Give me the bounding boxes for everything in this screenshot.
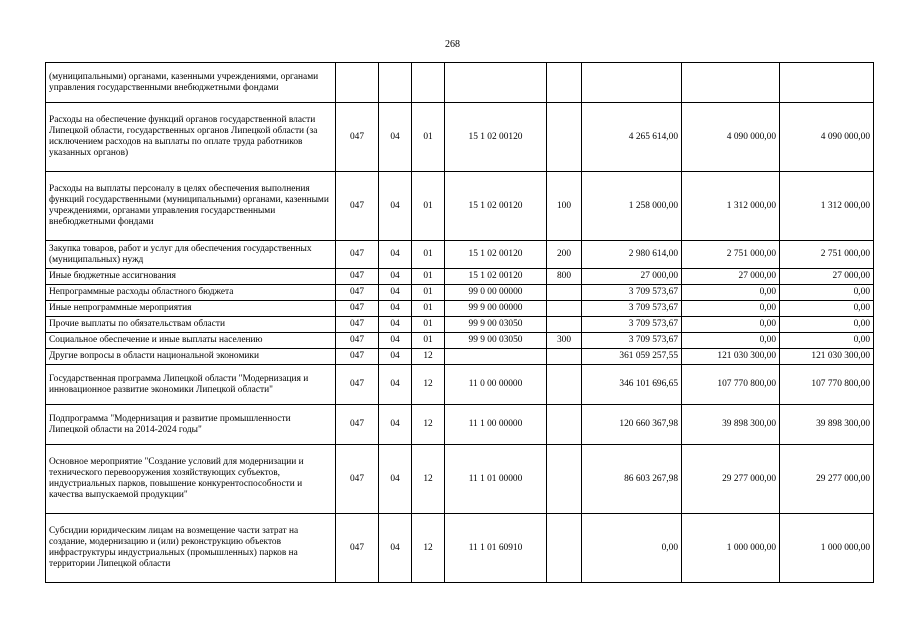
cell-grbs: 047 <box>336 301 379 317</box>
cell-target-article: 99 0 00 00000 <box>445 285 547 301</box>
cell-subsection: 12 <box>412 365 445 405</box>
cell-grbs: 047 <box>336 269 379 285</box>
cell-section: 04 <box>379 405 412 445</box>
cell-expense-type <box>547 445 582 514</box>
cell-section: 04 <box>379 333 412 349</box>
table-row <box>46 301 874 317</box>
table-row <box>46 172 874 241</box>
cell-expense-type: 300 <box>547 333 582 349</box>
cell-grbs: 047 <box>336 333 379 349</box>
cell-amount-2: 27 000,00 <box>682 269 780 285</box>
cell-subsection: 01 <box>412 172 445 241</box>
table-row <box>46 241 874 269</box>
row-description: Прочие выплаты по обязательствам области <box>46 317 336 333</box>
cell-target-article: 15 1 02 00120 <box>445 103 547 172</box>
cell-expense-type <box>547 285 582 301</box>
cell-amount-3: 0,00 <box>780 285 874 301</box>
cell-amount-2: 1 312 000,00 <box>682 172 780 241</box>
table-row <box>46 285 874 301</box>
cell-section: 04 <box>379 349 412 365</box>
table-row <box>46 445 874 514</box>
cell-expense-type: 800 <box>547 269 582 285</box>
cell-amount-2: 4 090 000,00 <box>682 103 780 172</box>
cell-target-article: 11 1 01 60910 <box>445 514 547 583</box>
cell-amount-1: 1 258 000,00 <box>582 172 682 241</box>
cell-amount-3: 39 898 300,00 <box>780 405 874 445</box>
cell-expense-type <box>547 405 582 445</box>
cell-subsection: 01 <box>412 333 445 349</box>
row-description: Основное мероприятие "Создание условий для модернизации и технического перевооружения хозяйствующих субъектов, индустриальных парков, повышение конкурентоспособности и качества выпускаемой продукции" <box>46 445 336 514</box>
cell-expense-type <box>547 103 582 172</box>
cell-section: 04 <box>379 103 412 172</box>
cell-subsection: 01 <box>412 269 445 285</box>
cell-subsection: 12 <box>412 349 445 365</box>
page-number: 268 <box>445 39 460 50</box>
cell-expense-type: 100 <box>547 172 582 241</box>
cell-section: 04 <box>379 317 412 333</box>
cell-grbs: 047 <box>336 241 379 269</box>
cell-amount-3: 107 770 800,00 <box>780 365 874 405</box>
table-row <box>46 333 874 349</box>
cell-grbs: 047 <box>336 514 379 583</box>
cell-amount-2: 0,00 <box>682 317 780 333</box>
cell-amount-3: 27 000,00 <box>780 269 874 285</box>
row-description: Непрограммные расходы областного бюджета <box>46 285 336 301</box>
cell-grbs: 047 <box>336 285 379 301</box>
cell-amount-2: 121 030 300,00 <box>682 349 780 365</box>
cell-section: 04 <box>379 269 412 285</box>
table-row <box>46 103 874 172</box>
cell-expense-type <box>547 514 582 583</box>
cell-target-article: 11 1 00 00000 <box>445 405 547 445</box>
table-row <box>46 365 874 405</box>
cell-amount-1: 3 709 573,67 <box>582 285 682 301</box>
cell-subsection: 12 <box>412 514 445 583</box>
cell-amount-2 <box>682 63 780 103</box>
cell-subsection: 12 <box>412 445 445 514</box>
cell-expense-type: 200 <box>547 241 582 269</box>
table-row <box>46 514 874 583</box>
cell-amount-2: 2 751 000,00 <box>682 241 780 269</box>
cell-amount-2: 0,00 <box>682 285 780 301</box>
cell-grbs: 047 <box>336 172 379 241</box>
cell-section: 04 <box>379 301 412 317</box>
cell-amount-2: 107 770 800,00 <box>682 365 780 405</box>
cell-section: 04 <box>379 172 412 241</box>
cell-amount-2: 0,00 <box>682 333 780 349</box>
cell-target-article: 15 1 02 00120 <box>445 172 547 241</box>
cell-amount-3: 1 312 000,00 <box>780 172 874 241</box>
cell-amount-3: 2 751 000,00 <box>780 241 874 269</box>
cell-amount-1: 0,00 <box>582 514 682 583</box>
cell-target-article: 99 9 00 00000 <box>445 301 547 317</box>
cell-target-article <box>445 63 547 103</box>
cell-amount-3: 0,00 <box>780 333 874 349</box>
cell-grbs: 047 <box>336 405 379 445</box>
cell-amount-3: 4 090 000,00 <box>780 103 874 172</box>
cell-amount-3: 0,00 <box>780 317 874 333</box>
cell-amount-1: 361 059 257,55 <box>582 349 682 365</box>
cell-target-article: 99 9 00 03050 <box>445 317 547 333</box>
cell-amount-1: 3 709 573,67 <box>582 333 682 349</box>
table-row <box>46 349 874 365</box>
cell-grbs <box>336 63 379 103</box>
table-row <box>46 63 874 103</box>
cell-amount-3: 29 277 000,00 <box>780 445 874 514</box>
cell-target-article: 15 1 02 00120 <box>445 241 547 269</box>
cell-expense-type <box>547 63 582 103</box>
cell-target-article: 15 1 02 00120 <box>445 269 547 285</box>
cell-amount-2: 29 277 000,00 <box>682 445 780 514</box>
cell-amount-3 <box>780 63 874 103</box>
cell-subsection: 01 <box>412 301 445 317</box>
cell-section: 04 <box>379 241 412 269</box>
cell-amount-1: 346 101 696,65 <box>582 365 682 405</box>
row-description: Государственная программа Липецкой области "Модернизация и инновационное развитие экономики Липецкой области" <box>46 365 336 405</box>
cell-grbs: 047 <box>336 103 379 172</box>
row-description: (муниципальными) органами, казенными учреждениями, органами управления государственными внебюджетными фондами <box>46 63 336 103</box>
cell-target-article: 11 0 00 00000 <box>445 365 547 405</box>
row-description: Иные непрограммные мероприятия <box>46 301 336 317</box>
cell-amount-1: 86 603 267,98 <box>582 445 682 514</box>
cell-section: 04 <box>379 514 412 583</box>
budget-table <box>45 62 874 583</box>
cell-subsection: 01 <box>412 241 445 269</box>
row-description: Расходы на выплаты персоналу в целях обеспечения выполнения функций государственными (муниципальными) органами, казенными учреждениями, органами управления государственными внебюджетными фондами <box>46 172 336 241</box>
cell-amount-2: 39 898 300,00 <box>682 405 780 445</box>
cell-amount-3: 121 030 300,00 <box>780 349 874 365</box>
table-row <box>46 405 874 445</box>
cell-amount-3: 1 000 000,00 <box>780 514 874 583</box>
table-row <box>46 317 874 333</box>
cell-section: 04 <box>379 365 412 405</box>
cell-amount-3: 0,00 <box>780 301 874 317</box>
cell-subsection: 01 <box>412 285 445 301</box>
cell-expense-type <box>547 317 582 333</box>
cell-grbs: 047 <box>336 445 379 514</box>
row-description: Другие вопросы в области национальной экономики <box>46 349 336 365</box>
cell-amount-1: 120 660 367,98 <box>582 405 682 445</box>
cell-subsection: 01 <box>412 317 445 333</box>
cell-expense-type <box>547 301 582 317</box>
row-description: Иные бюджетные ассигнования <box>46 269 336 285</box>
cell-grbs: 047 <box>336 349 379 365</box>
cell-amount-1: 27 000,00 <box>582 269 682 285</box>
row-description: Расходы на обеспечение функций органов государственной власти Липецкой области, государственных органов Липецкой области (за исключением расходов на выплаты по оплате труда работников указанных органов) <box>46 103 336 172</box>
cell-subsection: 12 <box>412 405 445 445</box>
cell-section: 04 <box>379 445 412 514</box>
row-description: Закупка товаров, работ и услуг для обеспечения государственных (муниципальных) нужд <box>46 241 336 269</box>
cell-grbs: 047 <box>336 365 379 405</box>
cell-amount-1: 3 709 573,67 <box>582 317 682 333</box>
cell-amount-1: 4 265 614,00 <box>582 103 682 172</box>
cell-expense-type <box>547 365 582 405</box>
row-description: Подпрограмма "Модернизация и развитие промышленности Липецкой области на 2014-2024 годы" <box>46 405 336 445</box>
cell-amount-1 <box>582 63 682 103</box>
cell-subsection: 01 <box>412 103 445 172</box>
cell-grbs: 047 <box>336 317 379 333</box>
cell-subsection <box>412 63 445 103</box>
cell-section: 04 <box>379 285 412 301</box>
cell-amount-1: 3 709 573,67 <box>582 301 682 317</box>
cell-target-article: 11 1 01 00000 <box>445 445 547 514</box>
cell-section <box>379 63 412 103</box>
cell-expense-type <box>547 349 582 365</box>
cell-amount-2: 1 000 000,00 <box>682 514 780 583</box>
table-row <box>46 269 874 285</box>
row-description: Социальное обеспечение и иные выплаты населению <box>46 333 336 349</box>
cell-target-article: 99 9 00 03050 <box>445 333 547 349</box>
cell-amount-2: 0,00 <box>682 301 780 317</box>
cell-target-article <box>445 349 547 365</box>
row-description: Субсидии юридическим лицам на возмещение части затрат на создание, модернизацию и (или) реконструкцию объектов инфраструктуры индустриальных (промышленных) парков на территории Липецкой области <box>46 514 336 583</box>
cell-amount-1: 2 980 614,00 <box>582 241 682 269</box>
